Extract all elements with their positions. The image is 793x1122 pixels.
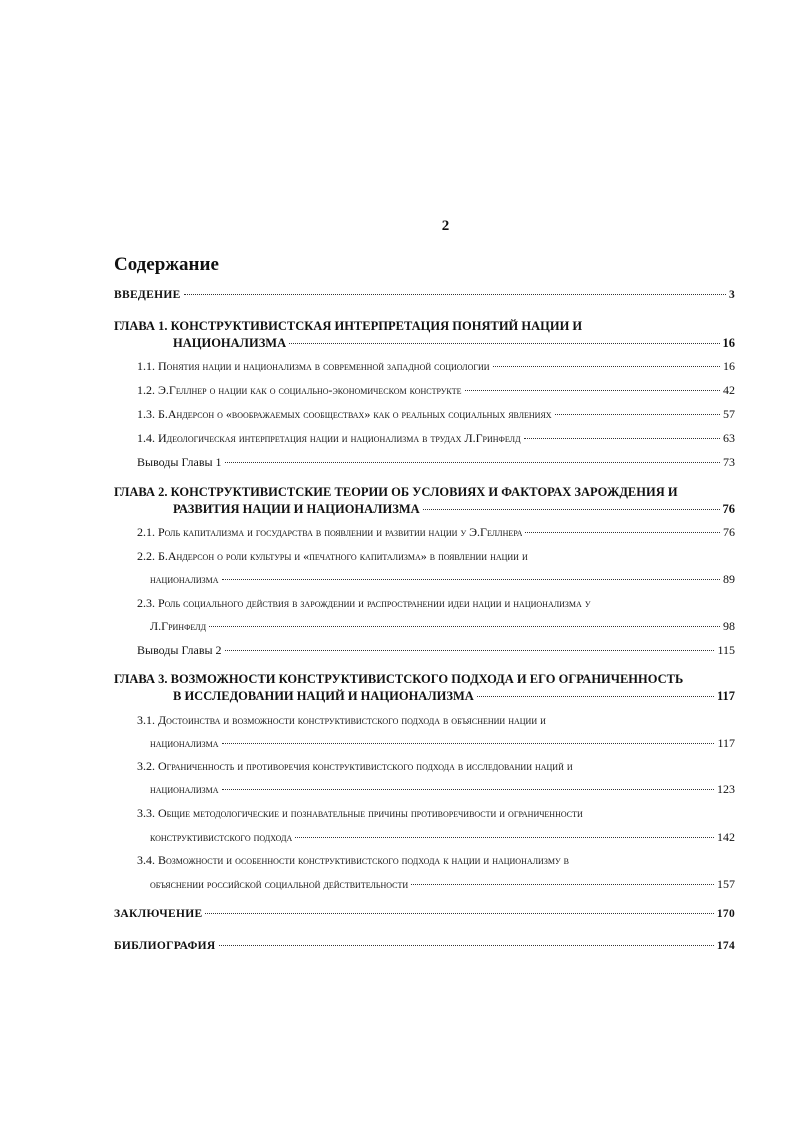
dot-leader (477, 696, 714, 697)
chapter-2-title: ГЛАВА 2. КОНСТРУКТИВИСТСКИЕ ТЕОРИИ ОБ УСЛОВИЯХ И ФАКТОРАХ ЗАРОЖДЕНИЯ И (114, 485, 678, 499)
entry-label: ЗАКЛЮЧЕНИЕ (114, 908, 203, 920)
entry-label: 2.1. Роль капитализма и государства в появлении и развитии нации у Э.Геллнера (137, 525, 523, 539)
toc-entry-bibliography (114, 940, 735, 952)
dot-leader (555, 414, 720, 415)
chapter-1-title: ГЛАВА 1. КОНСТРУКТИВИСТСКАЯ ИНТЕРПРЕТАЦИЯ ПОНЯТИЙ НАЦИИ И (114, 319, 583, 333)
entry-page: 123 (717, 782, 735, 796)
entry-page: 16 (722, 336, 735, 350)
toc-entry-3-2 (150, 782, 735, 797)
toc-entry-2-3 (150, 619, 735, 634)
entry-label: Л.Гринфелд (150, 619, 207, 633)
entry-label: БИБЛИОГРАФИЯ (114, 940, 216, 952)
dot-leader (525, 532, 720, 533)
toc-entry-conclusions-1 (137, 455, 735, 470)
entry-label: Выводы Главы 1 (137, 455, 222, 469)
dot-leader (411, 884, 714, 885)
dot-leader (184, 294, 726, 295)
entry-page: 57 (723, 407, 735, 421)
entry-page: 157 (717, 877, 735, 891)
dot-leader (209, 626, 720, 627)
toc-entry-1-1 (137, 359, 735, 374)
entry-label: Выводы Главы 2 (137, 643, 222, 657)
entry-page: 73 (723, 455, 735, 469)
entry-page: 115 (717, 643, 735, 657)
entry-page: 76 (723, 525, 735, 539)
dot-leader (295, 837, 714, 838)
entry-label: РАЗВИТИЯ НАЦИИ И НАЦИОНАЛИЗМА (173, 502, 420, 516)
entry-page: 89 (723, 572, 735, 586)
entry-label: национализма (150, 572, 219, 586)
entry-label: 1.2. Э.Геллнер о нации как о социально-экономическом конструкте (137, 383, 462, 397)
toc-entry-1-3 (137, 407, 735, 422)
toc-entry-chapter-1 (173, 336, 735, 351)
entry-label: 1.4. Идеологическая интерпретация нации и национализма в трудах Л.Гринфелд (137, 431, 521, 445)
entry-page: 117 (716, 689, 735, 703)
entry-page: 42 (723, 383, 735, 397)
dot-leader (222, 579, 720, 580)
page-number: 2 (441, 218, 450, 234)
toc-entry-2-2-title: 2.2. Б.Андерсон о роли культуры и «печатного капитализма» в появлении нации и (137, 549, 528, 563)
entry-page: 63 (723, 431, 735, 445)
toc-entry-2-1 (137, 525, 735, 540)
entry-label: объяснении российской социальной действительности (150, 877, 409, 891)
entry-page: 16 (723, 359, 735, 373)
entry-page: 98 (723, 619, 735, 633)
toc-heading: Содержание (114, 254, 219, 275)
toc-entry-conclusions-2 (137, 643, 735, 658)
dot-leader (465, 390, 720, 391)
entry-page: 117 (717, 736, 735, 750)
toc-entry-chapter-3 (173, 689, 735, 704)
toc-entry-3-4 (150, 877, 735, 892)
entry-page: 174 (716, 940, 735, 952)
dot-leader (225, 650, 715, 651)
toc-entry-1-2 (137, 383, 735, 398)
dot-leader (222, 789, 714, 790)
toc-entry-3-2-title: 3.2. Ограниченность и противоречия конструктивистского подхода в исследовании наций и (137, 759, 573, 773)
dot-leader (524, 438, 720, 439)
toc-entry-2-2 (150, 572, 735, 587)
entry-label: национализма (150, 782, 219, 796)
toc-entry-chapter-2 (173, 502, 735, 517)
chapter-3-title: ГЛАВА 3. ВОЗМОЖНОСТИ КОНСТРУКТИВИСТСКОГО ПОДХОДА И ЕГО ОГРАНИЧЕННОСТЬ (114, 672, 684, 686)
entry-label: национализма (150, 736, 219, 750)
entry-label: конструктивистского подхода (150, 830, 293, 844)
dot-leader (219, 945, 714, 946)
toc-entry-3-4-title: 3.4. Возможности и особенности конструктивистского подхода к нации и национализму в (137, 853, 569, 867)
entry-label: В ИССЛЕДОВАНИИ НАЦИЙ И НАЦИОНАЛИЗМА (173, 689, 474, 703)
entry-label: ВВЕДЕНИЕ (114, 289, 181, 301)
entry-label: НАЦИОНАЛИЗМА (173, 336, 287, 350)
entry-page: 3 (728, 289, 735, 301)
toc-entry-conclusion (114, 908, 735, 920)
entry-page: 170 (716, 908, 735, 920)
toc-entry-1-4 (137, 431, 735, 446)
dot-leader (205, 913, 713, 914)
entry-label: 1.3. Б.Андерсон о «воображаемых сообществах» как о реальных социальных явлениях (137, 407, 552, 421)
toc-entry-2-3-title: 2.3. Роль социального действия в зарождении и распространении идеи нации и национализма у (137, 596, 591, 610)
toc-entry-introduction (114, 289, 735, 301)
entry-page: 76 (722, 502, 735, 516)
entry-page: 142 (717, 830, 735, 844)
dot-leader (225, 462, 720, 463)
dot-leader (222, 743, 715, 744)
toc-entry-3-1-title: 3.1. Достоинства и возможности конструктивистского подхода в объяснении нации и (137, 713, 546, 727)
toc-entry-3-3 (150, 830, 735, 845)
dot-leader (493, 366, 720, 367)
entry-label: 1.1. Понятия нации и национализма в современной западной социологии (137, 359, 490, 373)
toc-entry-3-1 (150, 736, 735, 751)
dot-leader (423, 509, 720, 510)
toc-entry-3-3-title: 3.3. Общие методологические и познавательные причины противоречивости и ограниченности (137, 806, 583, 820)
dot-leader (289, 343, 719, 344)
